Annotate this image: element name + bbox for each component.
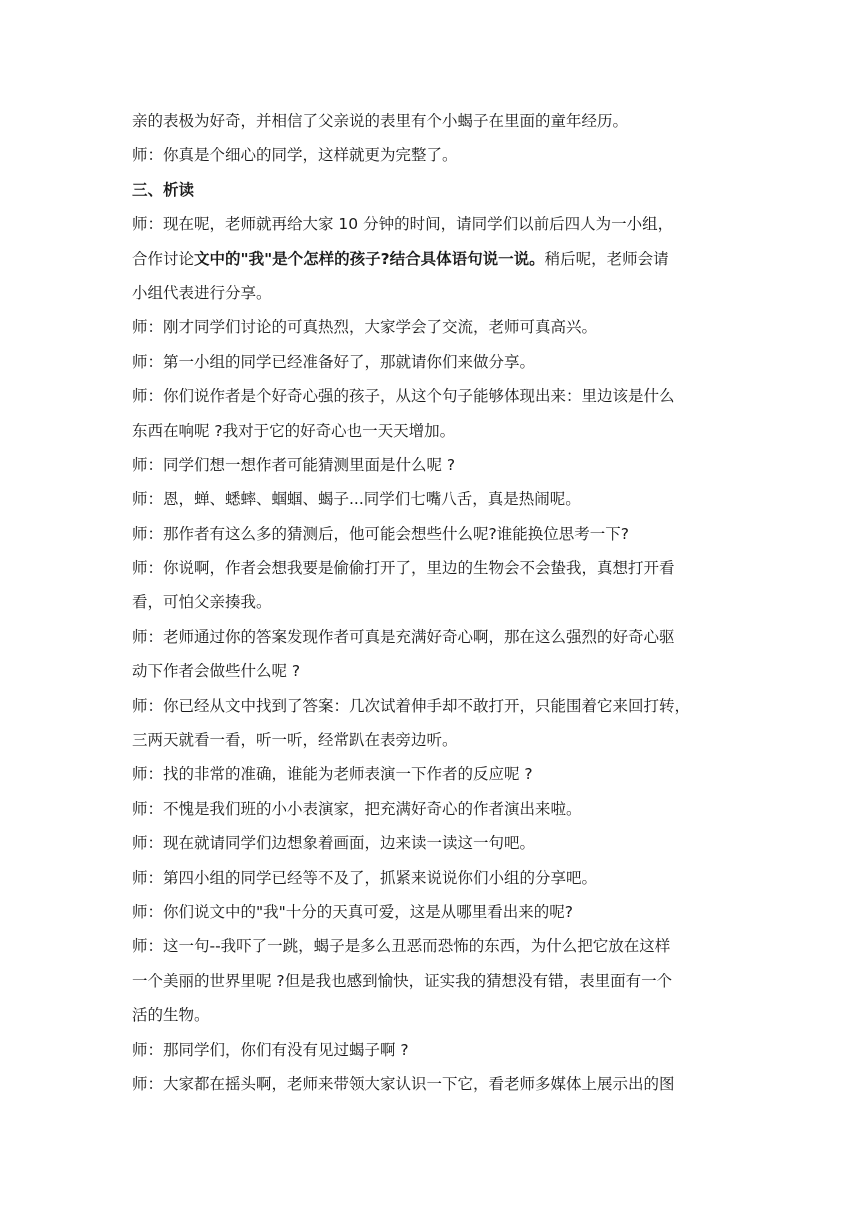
paragraph-line: 师：老师通过你的答案发现作者可真是充满好奇心啊，那在这么强烈的好奇心驱 — [132, 627, 675, 646]
paragraph-line: 师：你们说作者是个好奇心强的孩子，从这个句子能够体现出来：里边该是什么 — [132, 387, 675, 406]
paragraph-line: 师：找的非常的准确，谁能为老师表演一下作者的反应呢 ? — [132, 765, 533, 784]
paragraph-line: 看，可怕父亲揍我。 — [132, 593, 272, 612]
paragraph-line: 亲的表极为好奇，并相信了父亲说的表里有个小蝎子在里面的童年经历。 — [132, 112, 629, 130]
text-run: 合作讨论 — [132, 249, 195, 268]
paragraph-line: 师：恩，蝉、蟋蟀、蝈蝈、蝎子...同学们七嘴八舌，真是热闹呢。 — [132, 490, 581, 509]
paragraph-line: 动下作者会做些什么呢 ? — [132, 662, 301, 681]
paragraph-line: 师：那作者有这么多的猜测后，他可能会想些什么呢?谁能换位思考一下? — [132, 524, 629, 543]
paragraph-line: 东西在响呢 ?我对于它的好奇心也一天天增加。 — [132, 421, 456, 440]
paragraph-line: 小组代表进行分享。 — [132, 283, 272, 302]
section-heading: 三、析读 — [132, 180, 195, 199]
paragraph-line: 师：刚才同学们讨论的可真热烈，大家学会了交流，老师可真高兴。 — [132, 318, 598, 337]
paragraph-line-mixed — [132, 242, 744, 276]
paragraph-line: 师：你说啊，作者会想我要是偷偷打开了，里边的生物会不会蛰我，真想打开看 — [132, 559, 675, 578]
paragraph-line: 师：那同学们，你们有没有见过蝎子啊 ? — [132, 1040, 409, 1059]
paragraph-line: 三两天就看一看，听一听，经常趴在表旁边听。 — [132, 731, 458, 750]
paragraph-line: 师：第一小组的同学已经准备好了，那就请你们来做分享。 — [132, 352, 536, 371]
paragraph-line: 师：你真是个细心的同学，这样就更为完整了。 — [132, 146, 458, 165]
paragraph-line: 师：现在就请同学们边想象着画面，边来读一读这一句吧。 — [132, 834, 536, 853]
bold-text-run: 文中的"我"是个怎样的孩子?结合具体语句说一说。 — [194, 249, 545, 268]
document-page — [132, 104, 744, 1101]
paragraph-line: 一个美丽的世界里呢 ?但是我也感到愉快，证实我的猜想没有错，表里面有一个 — [132, 971, 673, 990]
paragraph-line: 师：大家都在摇头啊，老师来带领大家认识一下它，看老师多媒体上展示出的图 — [132, 1074, 675, 1093]
paragraph-line: 师：这一句--我吓了一跳，蝎子是多么丑恶而恐怖的东西，为什么把它放在这样 — [132, 937, 671, 956]
paragraph-line: 师：你们说文中的"我"十分的天真可爱，这是从哪里看出来的呢? — [132, 902, 573, 921]
paragraph-line: 师：现在呢，老师就再给大家 10 分钟的时间，请同学们以前后四人为一小组， — [132, 215, 674, 234]
paragraph-line: 师：第四小组的同学已经等不及了，抓紧来说说你们小组的分享吧。 — [132, 868, 598, 887]
paragraph-line: 师：同学们想一想作者可能猜测里面是什么呢 ? — [132, 455, 456, 474]
paragraph-line: 师：你已经从文中找到了答案：几次试着伸手却不敢打开，只能围着它来回打转， — [132, 696, 691, 715]
paragraph-line: 师：不愧是我们班的小小表演家，把充满好奇心的作者演出来啦。 — [132, 799, 582, 818]
paragraph-line: 活的生物。 — [132, 1006, 210, 1025]
text-run: 稍后呢，老师会请 — [544, 249, 669, 268]
